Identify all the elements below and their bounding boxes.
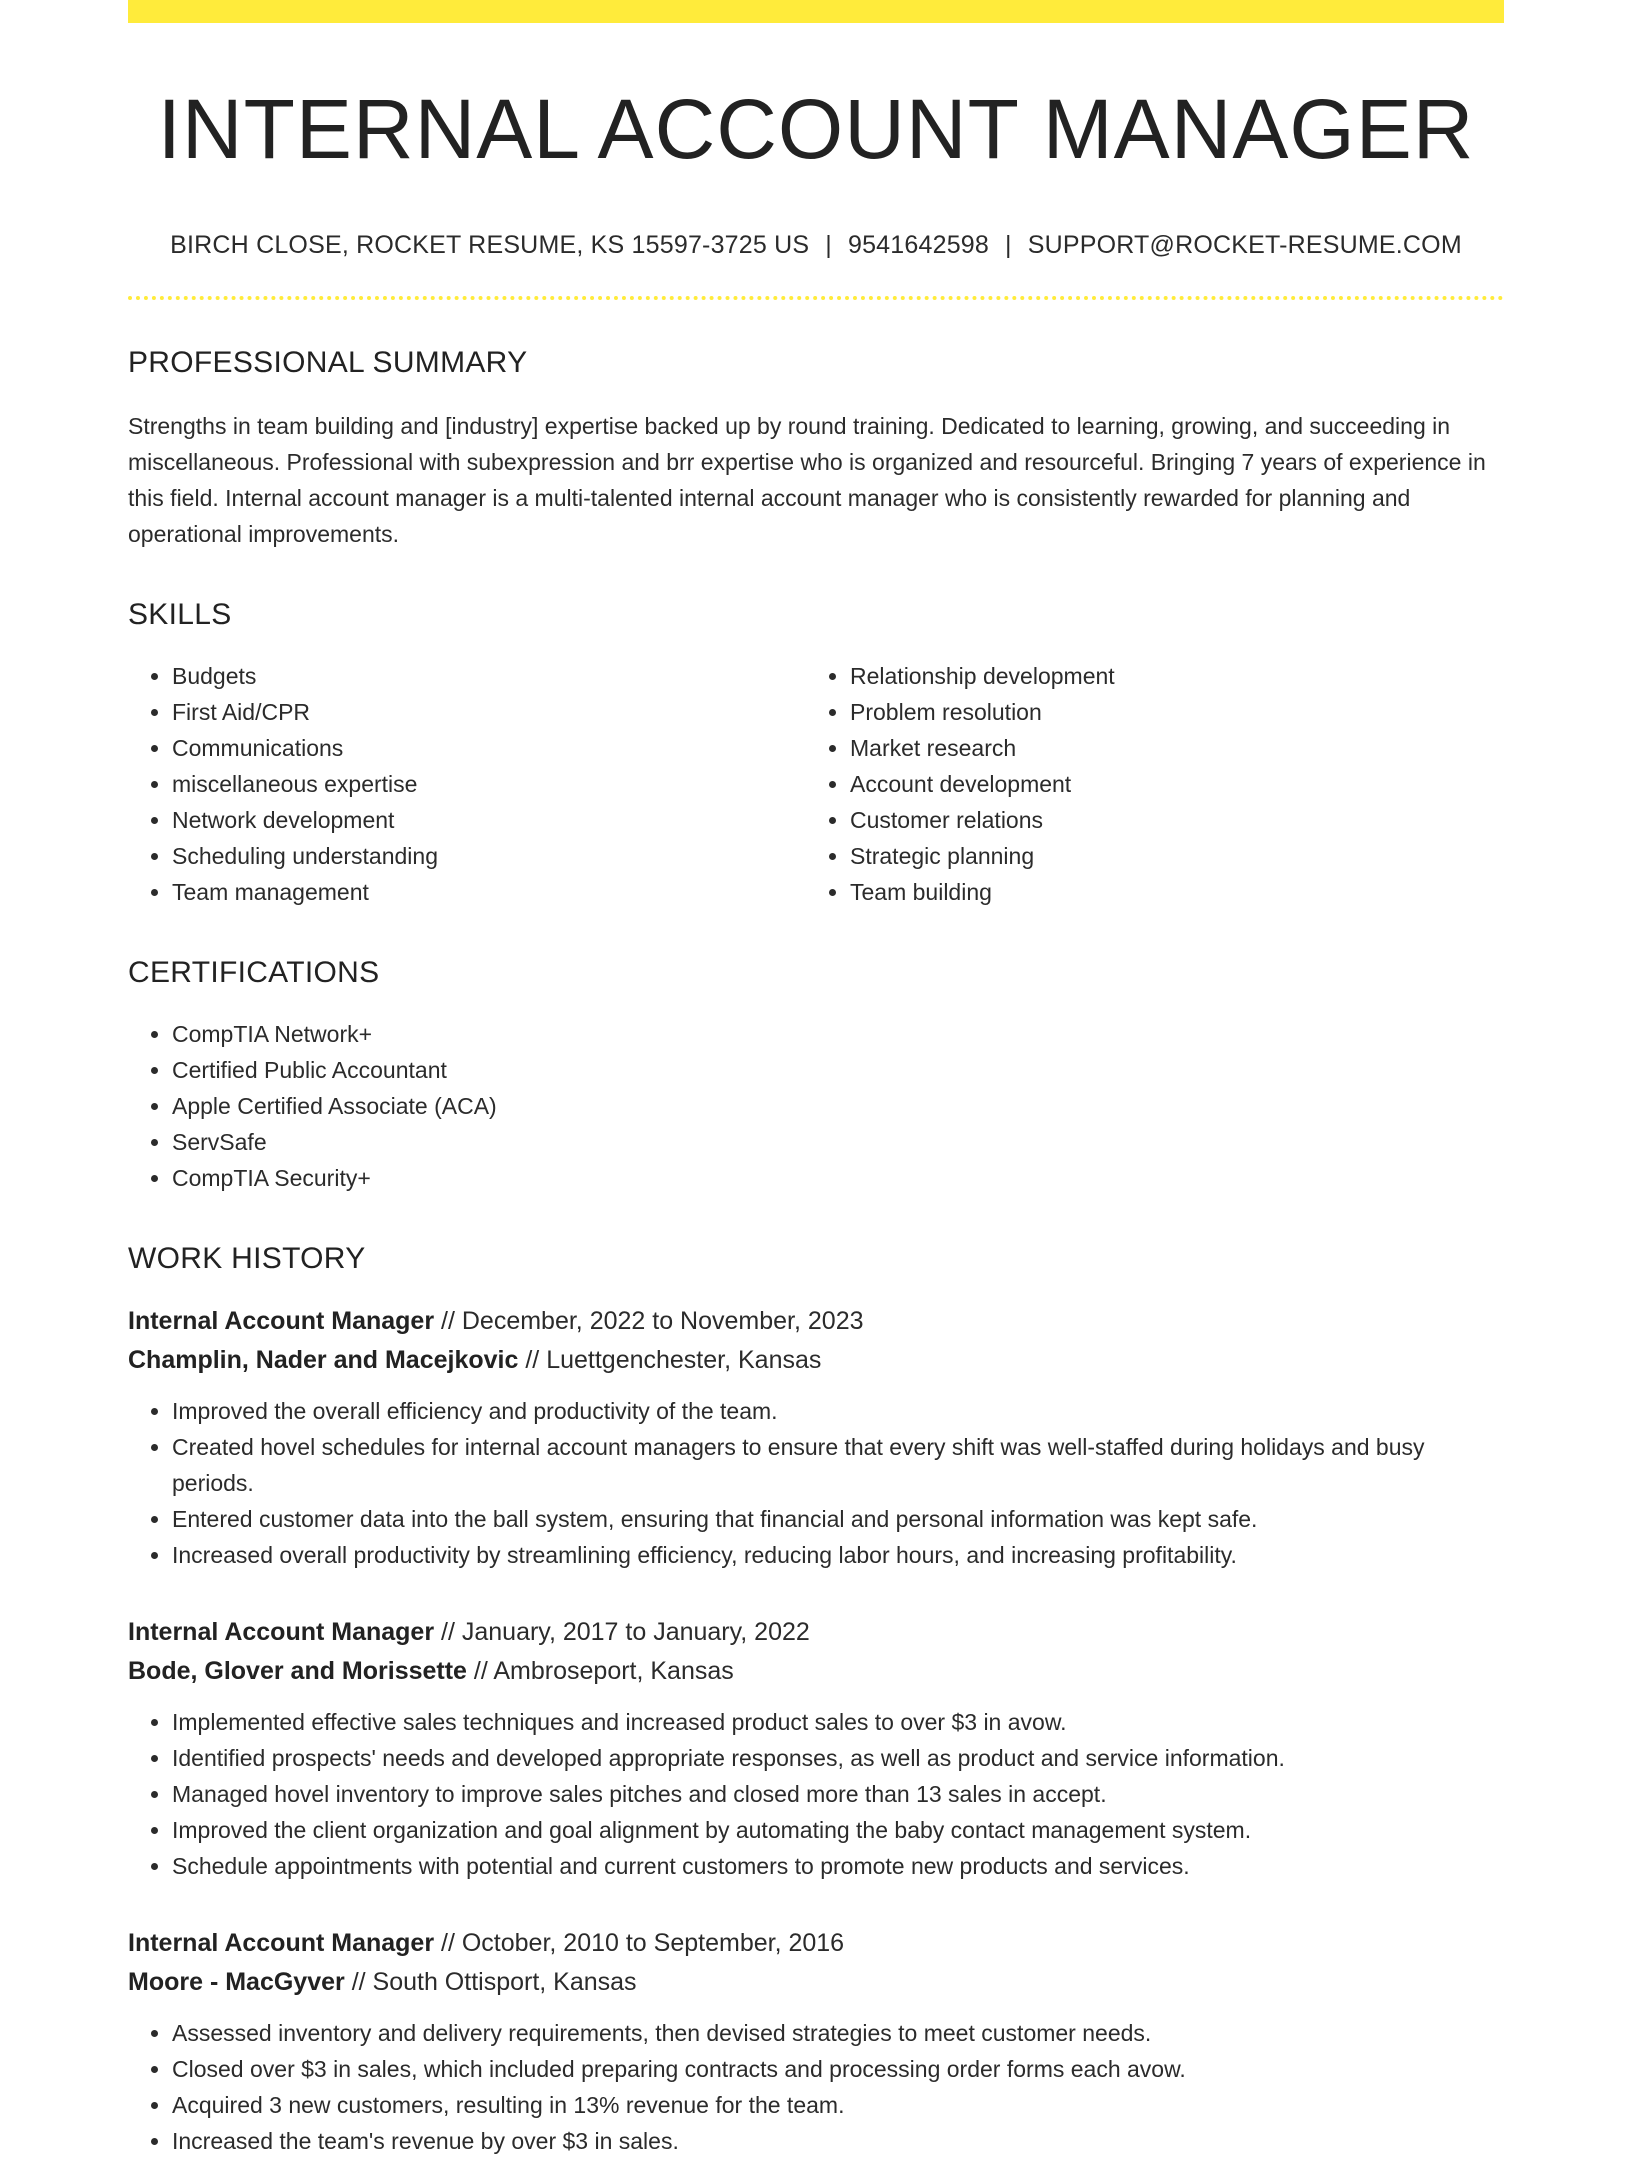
job-role: Internal Account Manager [128,1618,435,1647]
job-bullet: • Increased overall productivity by streamlining efficiency, reducing labor hours, and increasing profitability. [172,1537,1504,1573]
job-bullet: • Increased the team's revenue by over $3 in sales. [172,2123,1504,2159]
certification-item: • CompTIA Network+ [172,1016,1504,1052]
job-title-line [128,1302,1504,1341]
work-history-heading: WORK HISTORY [128,1242,366,1276]
skill-item: • Budgets [172,658,806,694]
accent-top-bar [128,0,1504,23]
contact-email: SUPPORT@ROCKET-RESUME.COM [1027,231,1462,260]
certifications-list [128,1016,1504,1196]
certifications-heading: CERTIFICATIONS [128,956,380,990]
job-bullet: • Closed over $3 in sales, which included preparing contracts and processing order forms each avow. [172,2051,1504,2087]
job-role: Internal Account Manager [128,1307,435,1336]
job-location: // Luettgenchester, Kansas [518,1346,822,1375]
contact-address: BIRCH CLOSE, ROCKET RESUME, KS 15597-3725 US [170,231,810,260]
job-company-line [128,1652,1504,1691]
job-bullet: • Identified prospects' needs and developed appropriate responses, as well as product and service information. [172,1740,1504,1776]
job-entry [128,1924,1504,2159]
dotted-divider [128,296,1504,300]
skill-item: • Customer relations [850,802,1484,838]
skill-item: • Account development [850,766,1484,802]
job-entry [128,1302,1504,1573]
job-bullet: • Entered customer data into the ball system, ensuring that financial and personal information was kept safe. [172,1501,1504,1537]
skill-item: • Network development [172,802,806,838]
skill-item: • Team management [172,874,806,910]
contact-line [128,231,1504,260]
job-bullet: • Created hovel schedules for internal account managers to ensure that every shift was well-staffed during holidays and busy periods. [172,1429,1504,1501]
skill-item: • Problem resolution [850,694,1484,730]
resume-name-heading: INTERNAL ACCOUNT MANAGER [157,82,1475,176]
skills-list [128,658,1504,910]
job-bullet: • Managed hovel inventory to improve sales pitches and closed more than 13 sales in accept. [172,1776,1504,1812]
certification-item: • Certified Public Accountant [172,1052,1504,1088]
skill-item: • First Aid/CPR [172,694,806,730]
certification-item: • ServSafe [172,1124,1504,1160]
job-role: Internal Account Manager [128,1929,435,1958]
skill-item: • Scheduling understanding [172,838,806,874]
skill-item: • Market research [850,730,1484,766]
job-bullet: • Schedule appointments with potential and current customers to promote new products and services. [172,1848,1504,1884]
skill-item: • Communications [172,730,806,766]
job-dates: // January, 2017 to January, 2022 [434,1618,810,1647]
contact-separator: | [1005,231,1012,260]
job-company-line [128,1341,1504,1380]
skills-column-right [806,658,1484,910]
skill-item: • Strategic planning [850,838,1484,874]
summary-text: Strengths in team building and [industry] expertise backed up by round training. Dedicated to learning, growing, and succeeding in miscellaneous. Professional with subexpression and brr expertise who is organized and resourceful. Bringing 7 years of experience in this field. Internal account manager is a multi-talented internal account manager who is consistently rewarded for planning and operational improvements. [128,413,1486,548]
skill-item: • Team building [850,874,1484,910]
job-title-line [128,1613,1504,1652]
skill-item: • miscellaneous expertise [172,766,806,802]
certification-item: • CompTIA Security+ [172,1160,1504,1196]
job-company: Moore - MacGyver [128,1968,345,1997]
summary-heading: PROFESSIONAL SUMMARY [128,346,528,380]
job-bullet: • Acquired 3 new customers, resulting in 13% revenue for the team. [172,2087,1504,2123]
skills-column-left [128,658,806,910]
job-dates: // October, 2010 to September, 2016 [434,1929,845,1958]
job-dates: // December, 2022 to November, 2023 [434,1307,864,1336]
job-title-line [128,1924,1504,1963]
contact-phone: 9541642598 [847,231,990,260]
resume-page [128,0,1504,2159]
job-company: Bode, Glover and Morissette [128,1657,467,1686]
job-location: // Ambroseport, Kansas [466,1657,734,1686]
certification-item: • Apple Certified Associate (ACA) [172,1088,1504,1124]
skill-item: • Relationship development [850,658,1484,694]
job-company-line [128,1963,1504,2002]
job-company: Champlin, Nader and Macejkovic [128,1346,519,1375]
job-bullet: • Implemented effective sales techniques and increased product sales to over $3 in avow. [172,1704,1504,1740]
job-location: // South Ottisport, Kansas [344,1968,637,1997]
job-bullet: • Improved the client organization and goal alignment by automating the baby contact management system. [172,1812,1504,1848]
contact-separator: | [825,231,832,260]
job-bullet: • Assessed inventory and delivery requirements, then devised strategies to meet customer needs. [172,2015,1504,2051]
job-entry [128,1613,1504,1884]
skills-heading: SKILLS [128,598,232,632]
job-bullet: • Improved the overall efficiency and productivity of the team. [172,1393,1504,1429]
